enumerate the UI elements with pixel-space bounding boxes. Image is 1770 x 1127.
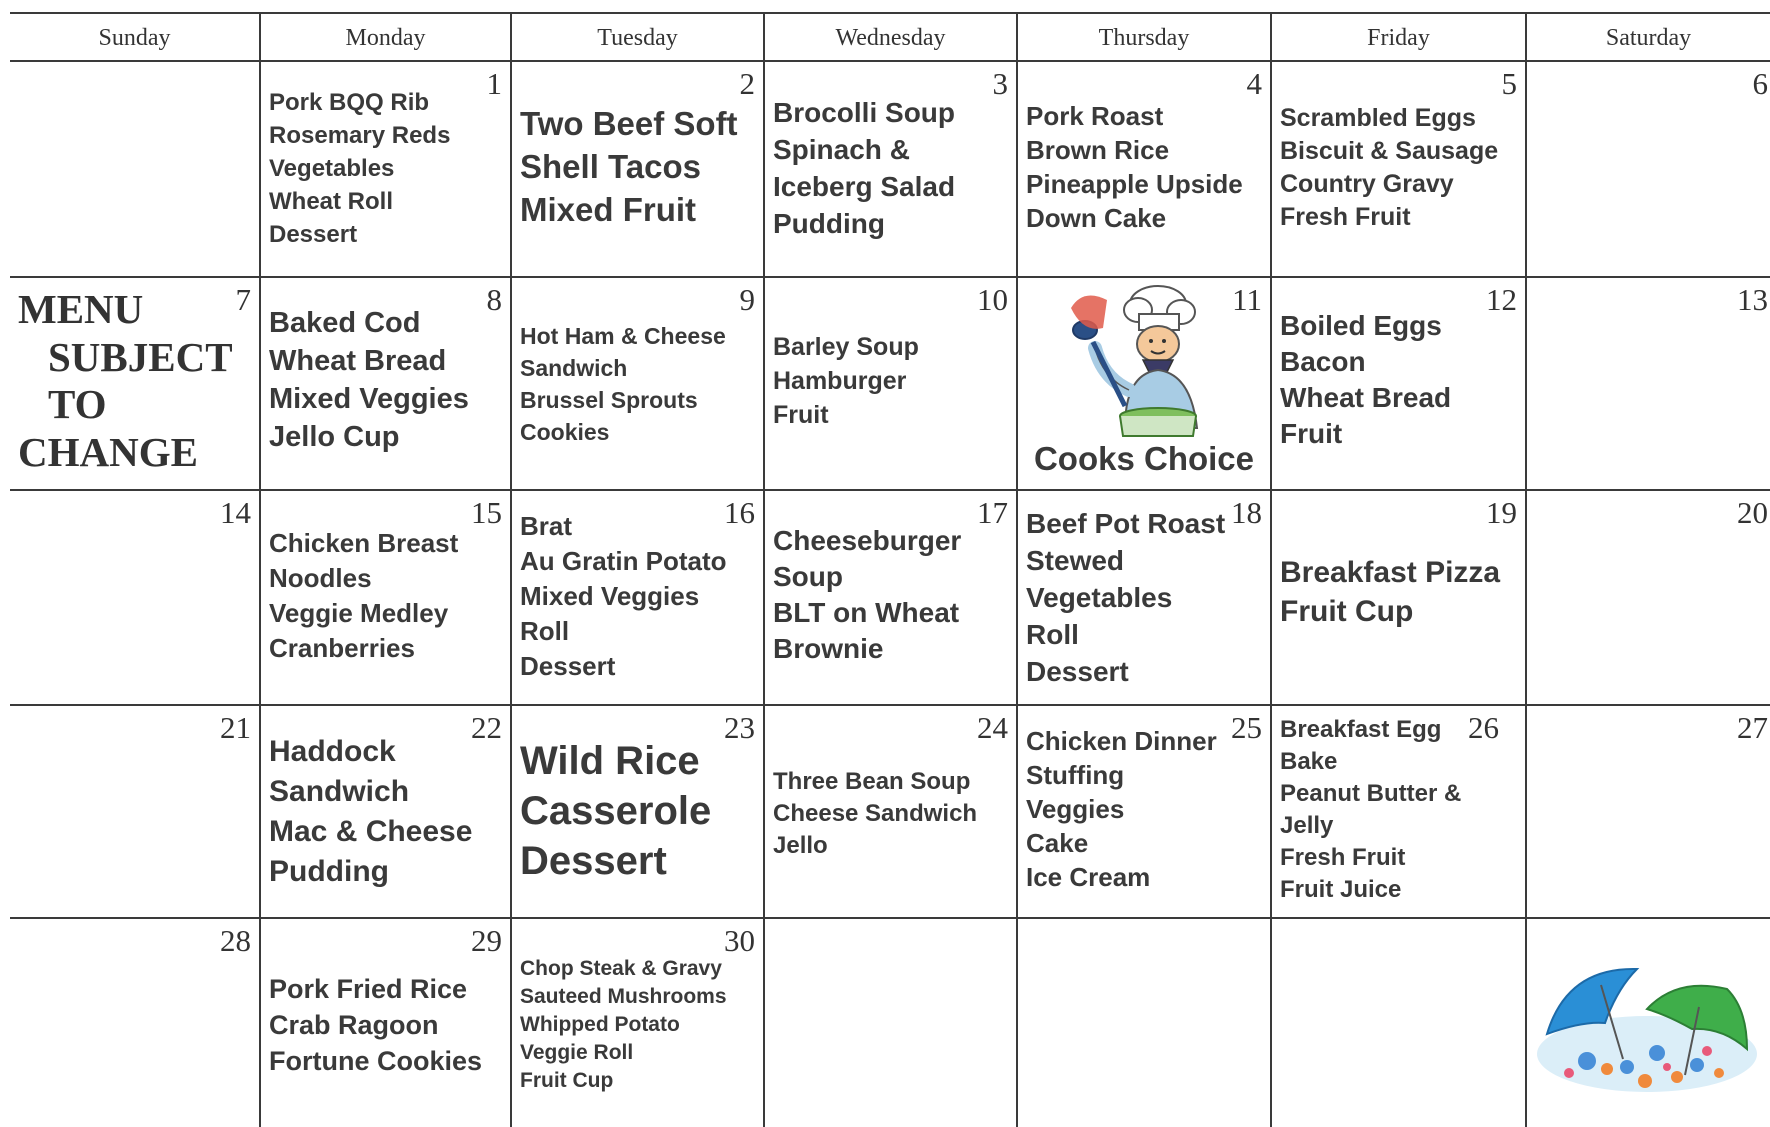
day-cell-13 [1527,278,1770,489]
day-cell-17 [765,491,1016,704]
date-number: 6 [1752,66,1768,101]
date-number: 20 [1737,495,1768,530]
menu-line: Vegetables [1026,582,1173,613]
day-header-friday: Friday [1367,24,1430,51]
date-number: 7 [235,282,251,317]
day-header-monday: Monday [345,24,426,51]
day-cell-19 [1272,491,1525,704]
menu-line: Fruit Cup [1280,595,1414,628]
menu-line: Chicken Breast [269,528,459,558]
date-number: 19 [1486,495,1517,530]
menu-line: Crab Ragoon [269,1010,439,1040]
menu-items [1026,724,1264,894]
day-cell-29 [261,919,510,1127]
menu-items [1280,710,1519,906]
menu-line: Ice Cream [1026,862,1151,892]
menu-items [269,304,504,456]
menu-line: Roll [520,616,570,646]
date-number: 12 [1486,282,1517,317]
date-number: 30 [724,923,755,958]
menu-line: Three Bean Soup [773,768,971,795]
day-cell-16 [512,491,763,704]
day-cell-5 [1272,62,1525,276]
day-cell-15 [261,491,510,704]
date-number: 27 [1737,710,1768,745]
day-cell-3 [765,62,1016,276]
day-cell-27 [1527,706,1770,917]
menu-line: Stuffing [1026,760,1125,790]
notice-line: TO [48,381,107,428]
menu-line: Veggie Roll [520,1041,634,1064]
grid-line [10,12,1770,14]
menu-line: Chop Steak & Gravy [520,957,722,980]
menu-line: Fortune Cookies [269,1046,483,1076]
menu-line: Dessert [1026,656,1129,687]
menu-line: BLT on Wheat [773,597,960,628]
menu-line: Au Gratin Potato [520,546,727,576]
menu-line: Cheese Sandwich [773,800,978,827]
menu-items [269,526,504,666]
menu-line: Breakfast Pizza [1280,556,1501,589]
date-number: 8 [486,282,502,317]
menu-line: Bacon [1280,346,1366,377]
menu-line: Pork Fried Rice [269,974,468,1004]
menu-line: Pudding [269,855,389,888]
menu-line: Mixed Fruit [520,191,697,228]
menu-items [520,736,757,886]
menu-line: Brocolli Soup [773,97,955,128]
menu-line: Dessert [269,221,358,248]
menu-line: Vegetables [269,155,395,182]
menu-line: Whipped Potato [520,1013,680,1036]
menu-items [520,320,757,448]
menu-line: Baked Cod [269,307,421,339]
day-cell-8 [261,278,510,489]
date-number: 1 [486,66,502,101]
day-cell-11 [1018,278,1270,489]
menu-line: Casserole [520,789,712,833]
date-number: 18 [1231,495,1262,530]
menu-line: Sandwich [269,775,410,808]
day-cell-24 [765,706,1016,917]
date-number: 24 [977,710,1008,745]
day-cell-21 [10,706,259,917]
day-cell-25 [1018,706,1270,917]
menu-line: Stewed [1026,545,1125,576]
day-cell-14 [10,491,259,704]
menu-line: Fruit Cup [520,1069,614,1092]
date-number: 26 [1468,710,1499,745]
menu-line: Noodles [269,563,372,593]
menu-line: Jello Cup [269,421,400,453]
day-header-wednesday: Wednesday [835,24,946,51]
menu-items [269,732,504,892]
menu-line: Wheat Bread [1280,382,1452,413]
date-number: 25 [1231,710,1262,745]
day-header-sunday: Sunday [98,24,171,51]
day-cell-20 [1527,491,1770,704]
menu-line: Cheeseburger [773,525,962,556]
day-cell-2 [512,62,763,276]
day-cell-28 [10,919,259,1127]
menu-line: Pork Roast [1026,101,1164,131]
menu-items [1026,505,1264,690]
date-number: 4 [1246,66,1262,101]
menu-line: Dessert [520,839,667,883]
day-cell-10 [765,278,1016,489]
menu-items [269,86,504,251]
menu-line: Hamburger [773,367,907,395]
umbrellas-and-flowers-icon [1527,949,1767,1099]
menu-line: Cranberries [269,633,415,663]
menu-line: Brown Rice [1026,135,1170,165]
menu-items [773,330,1010,432]
day-cell-30 [512,919,763,1127]
day-cell-6 [1527,62,1770,276]
menu-line: Shell Tacos [520,148,701,185]
menu-line: Haddock [269,735,396,768]
date-number: 2 [739,66,755,101]
day-cell-12 [1272,278,1525,489]
menu-line: Barley Soup [773,333,919,361]
menu-line: Soup [773,561,843,592]
menu-line: Pudding [773,208,885,239]
date-number: 15 [471,495,502,530]
menu-line: Roll [1026,619,1079,650]
menu-items [269,971,504,1079]
day-cell-1 [261,62,510,276]
menu-line: Pineapple Upside [1026,169,1243,199]
menu-line: Wheat Roll [269,188,393,215]
notice-line: SUBJECT [48,333,233,380]
cooks-choice-caption: Cooks Choice [1033,440,1255,477]
chef-with-ladle-icon [1063,278,1233,438]
menu-line: Brownie [773,633,884,664]
menu-line: Country Gravy [1280,170,1454,198]
menu-line: Pork BQQ Rib [269,89,430,116]
date-number: 17 [977,495,1008,530]
menu-items [520,955,757,1095]
menu-items [1026,99,1264,235]
day-cell-18 [1018,491,1270,704]
date-number: 14 [220,495,251,530]
menu-items [1280,553,1519,631]
day-cell-22 [261,706,510,917]
menu-line: Fresh Fruit [1280,203,1411,231]
date-number: 28 [220,923,251,958]
menu-line: Hot Ham & Cheese [520,323,726,349]
menu-line: Two Beef Soft [520,105,738,142]
day-header-thursday: Thursday [1098,24,1190,51]
date-number: 3 [992,66,1008,101]
empty-cell [1272,919,1525,1127]
menu-line: Biscuit & Sausage [1280,137,1499,165]
menu-line: Veggie Medley [269,598,449,628]
menu-items [1280,102,1519,234]
menu-line: Dessert [520,651,616,681]
menu-line: Wheat Bread [269,345,447,377]
menu-line: Mixed Veggies [269,383,469,415]
menu-line: Peanut Butter & [1280,780,1462,807]
date-number: 23 [724,710,755,745]
menu-line: Fruit Juice [1280,876,1402,903]
menu-line: Fruit [1280,418,1343,449]
menu-items [520,509,757,684]
date-number: 5 [1501,66,1517,101]
date-number: 29 [471,923,502,958]
date-number: 22 [471,710,502,745]
date-number: 9 [739,282,755,317]
date-number: 21 [220,710,251,745]
menu-line: Boiled Eggs [1280,310,1442,341]
menu-items [773,766,1010,862]
menu-line: Bake [1280,748,1338,775]
menu-items [773,94,1010,242]
menu-line: Brussel Sprouts [520,387,698,413]
day-cell-7 [10,278,259,489]
menu-line: Spinach & [773,134,910,165]
date-number: 13 [1737,282,1768,317]
date-number: 11 [1232,282,1262,317]
menu-line: Cake [1026,828,1089,858]
day-header-tuesday: Tuesday [597,24,678,51]
menu-line: Wild Rice [520,739,700,783]
menu-subject-to-change-notice [18,286,233,476]
menu-line: Breakfast Egg [1280,716,1442,743]
menu-line: Sauteed Mushrooms [520,985,727,1008]
day-cell-9 [512,278,763,489]
empty-cell [1018,919,1270,1127]
menu-line: Mixed Veggies [520,581,700,611]
menu-line: Scrambled Eggs [1280,104,1476,132]
menu-line: Brat [520,511,573,541]
menu-line: Jelly [1280,812,1334,839]
menu-items [773,523,1010,667]
date-number: 16 [724,495,755,530]
notice-line: CHANGE [18,428,198,475]
menu-line: Cookies [520,419,610,445]
day-cell-26 [1272,706,1525,917]
menu-line: Rosemary Reds [269,122,451,149]
menu-items [1280,308,1519,452]
menu-items [520,102,757,231]
menu-line: Chicken Dinner [1026,726,1217,756]
menu-line: Jello [773,832,828,859]
menu-line: Iceberg Salad [773,171,956,202]
date-number: 10 [977,282,1008,317]
notice-line: MENU [18,286,144,332]
day-header-saturday: Saturday [1605,24,1692,51]
menu-line: Fruit [773,401,829,429]
menu-line: Veggies [1026,794,1125,824]
menu-line: Down Cake [1026,203,1167,233]
menu-line: Mac & Cheese [269,815,473,848]
menu-line: Beef Pot Roast [1026,508,1226,539]
day-cell-23 [512,706,763,917]
day-cell-4 [1018,62,1270,276]
menu-line: Fresh Fruit [1280,844,1406,871]
umbrella-cell [1527,919,1770,1127]
empty-cell [765,919,1016,1127]
menu-line: Sandwich [520,355,628,381]
